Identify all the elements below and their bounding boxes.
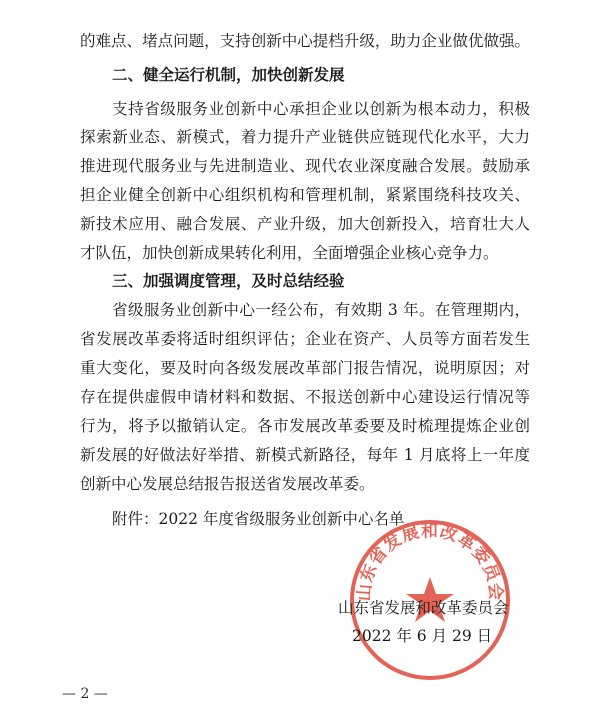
body-line-13: 新发展的好做法好举措、新模式新路径，每年 1 月底将上一年度: [80, 446, 530, 464]
body-line-11: 存在提供虚假申请材料和数据、不报送创新中心建设运行情况等: [80, 388, 530, 406]
body-line-10: 重大变化，要及时向各级发展改革部门报告情况，说明原因；对: [80, 359, 530, 377]
signature-organization: 山东省发展和改革委员会: [338, 599, 509, 617]
body-line-3: 探索新业态、新模式，着力提升产业链供应链现代化水平，大力: [80, 128, 530, 146]
body-line-8: 省级服务业创新中心一经公布，有效期 3 年。在管理期内，: [112, 301, 530, 319]
body-line-2: 支持省级服务业创新中心承担企业以创新为根本动力，积极: [112, 100, 530, 118]
body-line-6: 新技术应用、融合发展、产业升级，加大创新投入，培育壮大人: [80, 215, 530, 233]
section-heading-2: 二、健全运行机制，加快创新发展: [112, 66, 345, 84]
page-number: — 2 —: [62, 686, 108, 702]
body-line-9: 省发展改革委将适时组织评估；企业在资产、人员等方面若发生: [80, 330, 530, 348]
body-line-5: 担企业健全创新中心组织机构和管理机制，紧紧围绕科技攻关、: [80, 186, 530, 204]
section-heading-3: 三、加强调度管理，及时总结经验: [112, 272, 345, 290]
body-line-1: 的难点、堵点问题，支持创新中心提档升级，助力企业做优做强。: [80, 32, 530, 50]
signature-date: 2022 年 6 月 29 日: [352, 627, 493, 645]
svg-text:山东省发展和改革委员会: 山东省发展和改革委员会: [354, 521, 506, 602]
body-line-4: 推进现代服务业与先进制造业、现代农业深度融合发展。鼓励承: [80, 157, 530, 175]
body-line-12: 行为，将予以撤销认定。各市发展改革委要及时梳理提炼企业创: [80, 417, 530, 435]
body-line-14: 创新中心发展总结报告报送省发展改革委。: [80, 475, 375, 493]
attachment-note: 附件：2022 年度省级服务业创新中心名单: [112, 510, 405, 528]
body-line-7: 才队伍，加快创新成果转化利用，全面增强企业核心竞争力。: [80, 244, 499, 262]
